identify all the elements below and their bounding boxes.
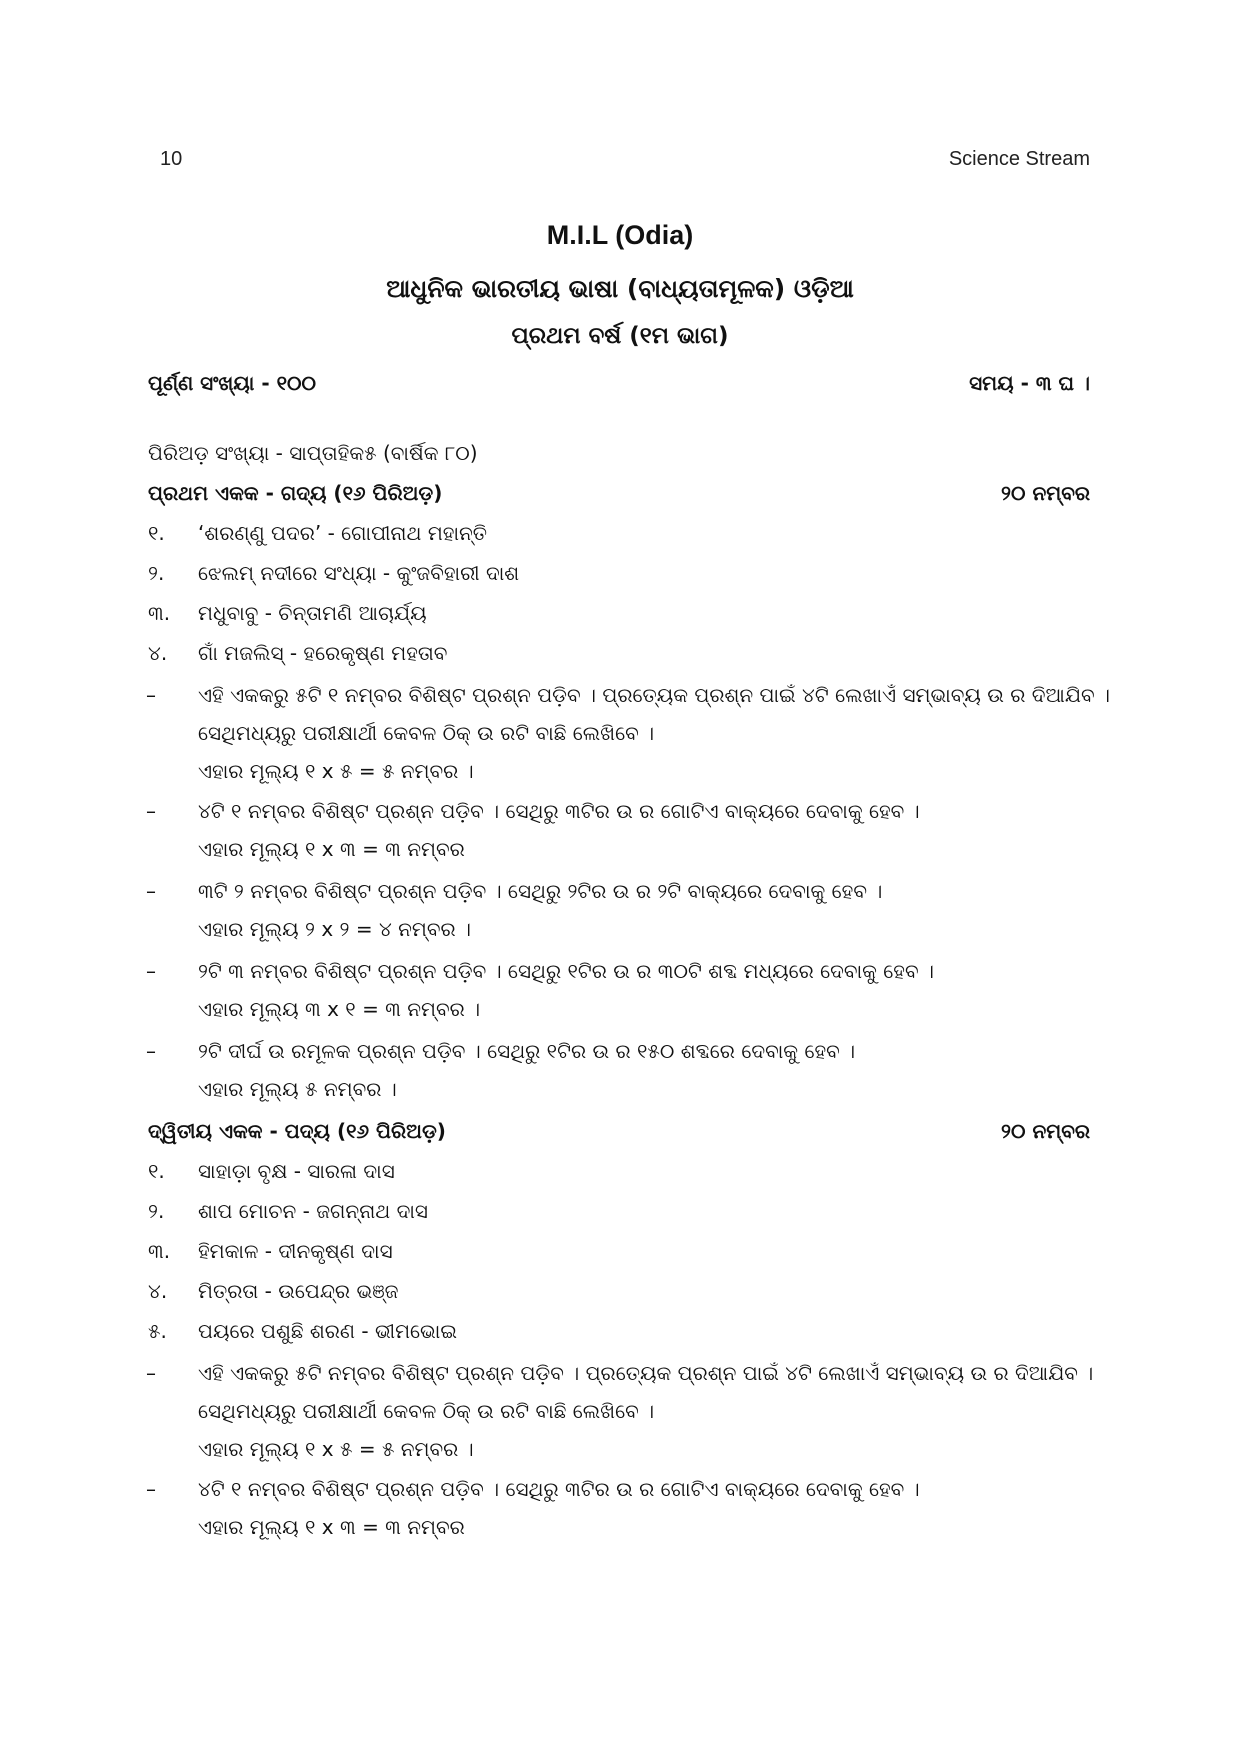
unit2-heading: ଦ୍ୱିତୀୟ ଏକକ - ପଦ୍ୟ (୧୬ ପିରିଅଡ଼): [148, 1119, 446, 1143]
list-item-number: ୩.: [148, 1239, 171, 1263]
rule-line: ଏହି ଏକକରୁ ୫ଟି ୧ ନମ୍ବର ବିଶିଷ୍ଟ ପ୍ରଶ୍ନ ପଡ଼ିବ । ପ୍ରତ୍ୟେକ ପ୍ରଶ୍ନ ପାଇଁ ୪ଟି ଲେଖାଏଁ ସମ୍ଭାବ୍ୟ ଉ ର ଦିଆଯିବ ।: [198, 683, 1111, 707]
subtitle: ଆଧୁନିକ ଭାରତୀୟ ଭାଷା (ବାଧ୍ୟତାମୂଳକ) ଓଡ଼ିଆ: [386, 274, 854, 303]
rule-paragraph: [198, 1470, 1098, 1546]
list-item: ଗାଁ ମଜଲିସ୍ - ହରେକୃଷ୍ଣ ମହତାବ: [198, 641, 448, 665]
list-item-number: ୫.: [148, 1319, 167, 1343]
rule-line: ୪ଟି ୧ ନମ୍ବର ବିଶିଷ୍ଟ ପ୍ରଶ୍ନ ପଡ଼ିବ । ସେଥିରୁ ୩ଟିର ଉ ର ଗୋଟିଏ ବାକ୍ୟରେ ଦେବାକୁ ହେବ ।: [198, 1477, 920, 1501]
rule-line: ଏହାର ମୂଲ୍ୟ ୨ x ୨ = ୪ ନମ୍ବର ।: [198, 917, 472, 941]
rule-line: ୨ଟି ଦୀର୍ଘ ଉ ରମୂଳକ ପ୍ରଶ୍ନ ପଡ଼ିବ । ସେଥିରୁ ୧ଟିର ଉ ର ୧୫୦ ଶବ୍ଦରେ ଦେବାକୁ ହେବ ।: [198, 1039, 856, 1063]
rule-line: ୨ଟି ୩ ନମ୍ବର ବିଶିଷ୍ଟ ପ୍ରଶ୍ନ ପଡ଼ିବ । ସେଥିରୁ ୧ଟିର ଉ ର ୩୦ଟି ଶବ୍ଦ ମଧ୍ୟରେ ଦେବାକୁ ହେବ ।: [198, 959, 934, 983]
periods-line: ପିରିଅଡ଼ ସଂଖ୍ୟା - ସାପ୍ତାହିକ୫ (ବାର୍ଷିକ ୮୦): [148, 441, 478, 465]
list-item: ମିତ୍ରତା - ଉପେନ୍ଦ୍ର ଭଞ୍ଜ: [198, 1279, 399, 1303]
page-number: 10: [160, 148, 183, 170]
unit2-marks: ୨୦ ନମ୍ବର: [1001, 1119, 1090, 1143]
rule-paragraph: [198, 872, 1098, 948]
list-item-number: ୧.: [148, 521, 165, 545]
marks-row: [148, 368, 1090, 398]
list-item-number: ୩.: [148, 601, 171, 625]
rule-line: ସେଥିମଧ୍ୟରୁ ପରୀକ୍ଷାର୍ଥୀ କେବଳ ଠିକ୍ ଉ ରଟି ବାଛି ଲେଖିବେ ।: [198, 721, 655, 745]
bullet-dash: –: [146, 959, 156, 983]
rule-paragraph: [198, 1032, 1098, 1108]
rule-line: ୪ଟି ୧ ନମ୍ବର ବିଶିଷ୍ଟ ପ୍ରଶ୍ନ ପଡ଼ିବ । ସେଥିରୁ ୩ଟିର ଉ ର ଗୋଟିଏ ବାକ୍ୟରେ ଦେବାକୁ ହେବ ।: [198, 799, 920, 823]
unit1-heading-row: [148, 478, 1090, 508]
rule-line: ୩ଟି ୨ ନମ୍ବର ବିଶିଷ୍ଟ ପ୍ରଶ୍ନ ପଡ଼ିବ । ସେଥିରୁ ୨ଟିର ଉ ର ୨ଟି ବାକ୍ୟରେ ଦେବାକୁ ହେବ ।: [198, 879, 883, 903]
rule-paragraph: [198, 952, 1098, 1028]
unit1-marks: ୨୦ ନମ୍ବର: [1001, 481, 1090, 505]
rule-line: ଏହି ଏକକରୁ ୫ଟି ନମ୍ବର ବିଶିଷ୍ଟ ପ୍ରଶ୍ନ ପଡ଼ିବ । ପ୍ରତ୍ୟେକ ପ୍ରଶ୍ନ ପାଇଁ ୪ଟି ଲେଖାଏଁ ସମ୍ଭାବ୍ୟ ଉ ର ଦିଆଯିବ ।: [198, 1361, 1094, 1385]
bullet-dash: –: [146, 879, 156, 903]
rule-paragraph: [198, 676, 1111, 790]
list-item-number: ୪.: [148, 1279, 168, 1303]
list-item: ସାହାଡ଼ା ବୃକ୍ଷ - ସାରଳା ଦାସ: [198, 1159, 395, 1183]
bullet-dash: –: [146, 799, 156, 823]
list-item: ଶାପ ମୋଚନ - ଜଗନ୍ନାଥ ଦାସ: [198, 1199, 428, 1223]
rule-line: ଏହାର ମୂଲ୍ୟ ୩ x ୧ = ୩ ନମ୍ବର ।: [198, 997, 481, 1021]
list-item: ଝେଲମ୍ ନଦୀରେ ସଂଧ୍ୟା - କୁଂଜବିହାରୀ ଦାଶ: [198, 561, 520, 585]
rule-line: ସେଥିମଧ୍ୟରୁ ପରୀକ୍ଷାର୍ଥୀ କେବଳ ଠିକ୍ ଉ ରଟି ବାଛି ଲେଖିବେ ।: [198, 1399, 655, 1423]
rule-line: ଏହାର ମୂଲ୍ୟ ୧ x ୩ = ୩ ନମ୍ବର: [198, 837, 465, 861]
bullet-dash: –: [146, 683, 156, 707]
bullet-dash: –: [146, 1039, 156, 1063]
list-item: ହିମକାଳ - ଦୀନକୃଷ୍ଣ ଦାସ: [198, 1239, 393, 1263]
rule-paragraph: [198, 1354, 1098, 1468]
list-item-number: ୪.: [148, 641, 168, 665]
unit1-heading: ପ୍ରଥମ ଏକକ - ଗଦ୍ୟ (୧୬ ପିରିଅଡ଼): [148, 481, 443, 505]
list-item: ‘ଶରଣ୍ଣୁ ପଦର’ - ଗୋପୀନାଥ ମହାନ୍ତି: [198, 521, 488, 545]
unit2-heading-row: [148, 1116, 1090, 1146]
main-title: M.I.L (Odia): [546, 220, 694, 250]
rule-line: ଏହାର ମୂଲ୍ୟ ୧ x ୫ = ୫ ନମ୍ବର ।: [198, 759, 474, 783]
list-item-number: ୨.: [148, 1199, 165, 1223]
bullet-dash: –: [146, 1477, 156, 1501]
stream-label: Science Stream: [948, 148, 1090, 170]
rule-line: ଏହାର ମୂଲ୍ୟ ୧ x ୩ = ୩ ନମ୍ବର: [198, 1515, 465, 1539]
list-item: ପୟରେ ପଶୁଛି ଶରଣ - ଭୀମଭୋଇ: [198, 1319, 457, 1343]
year-title: ପ୍ରଥମ ବର୍ଷ (୧ମ ଭାଗ): [511, 323, 729, 349]
rule-line: ଏହାର ମୂଲ୍ୟ ୫ ନମ୍ବର ।: [198, 1077, 397, 1101]
rule-paragraph: [198, 792, 1098, 868]
bullet-dash: –: [146, 1361, 156, 1385]
list-item-number: ୨.: [148, 561, 165, 585]
time-allowed: ସମୟ - ୩ ଘ ।: [969, 371, 1090, 395]
full-marks: ପୂର୍ଣ୍ଣ ସଂଖ୍ୟା - ୧୦୦: [148, 371, 316, 395]
rule-line: ଏହାର ମୂଲ୍ୟ ୧ x ୫ = ୫ ନମ୍ବର ।: [198, 1437, 474, 1461]
list-item: ମଧୁବାବୁ - ଚିନ୍ତାମଣି ଆଚାର୍ଯ୍ୟ: [198, 601, 427, 625]
list-item-number: ୧.: [148, 1159, 165, 1183]
